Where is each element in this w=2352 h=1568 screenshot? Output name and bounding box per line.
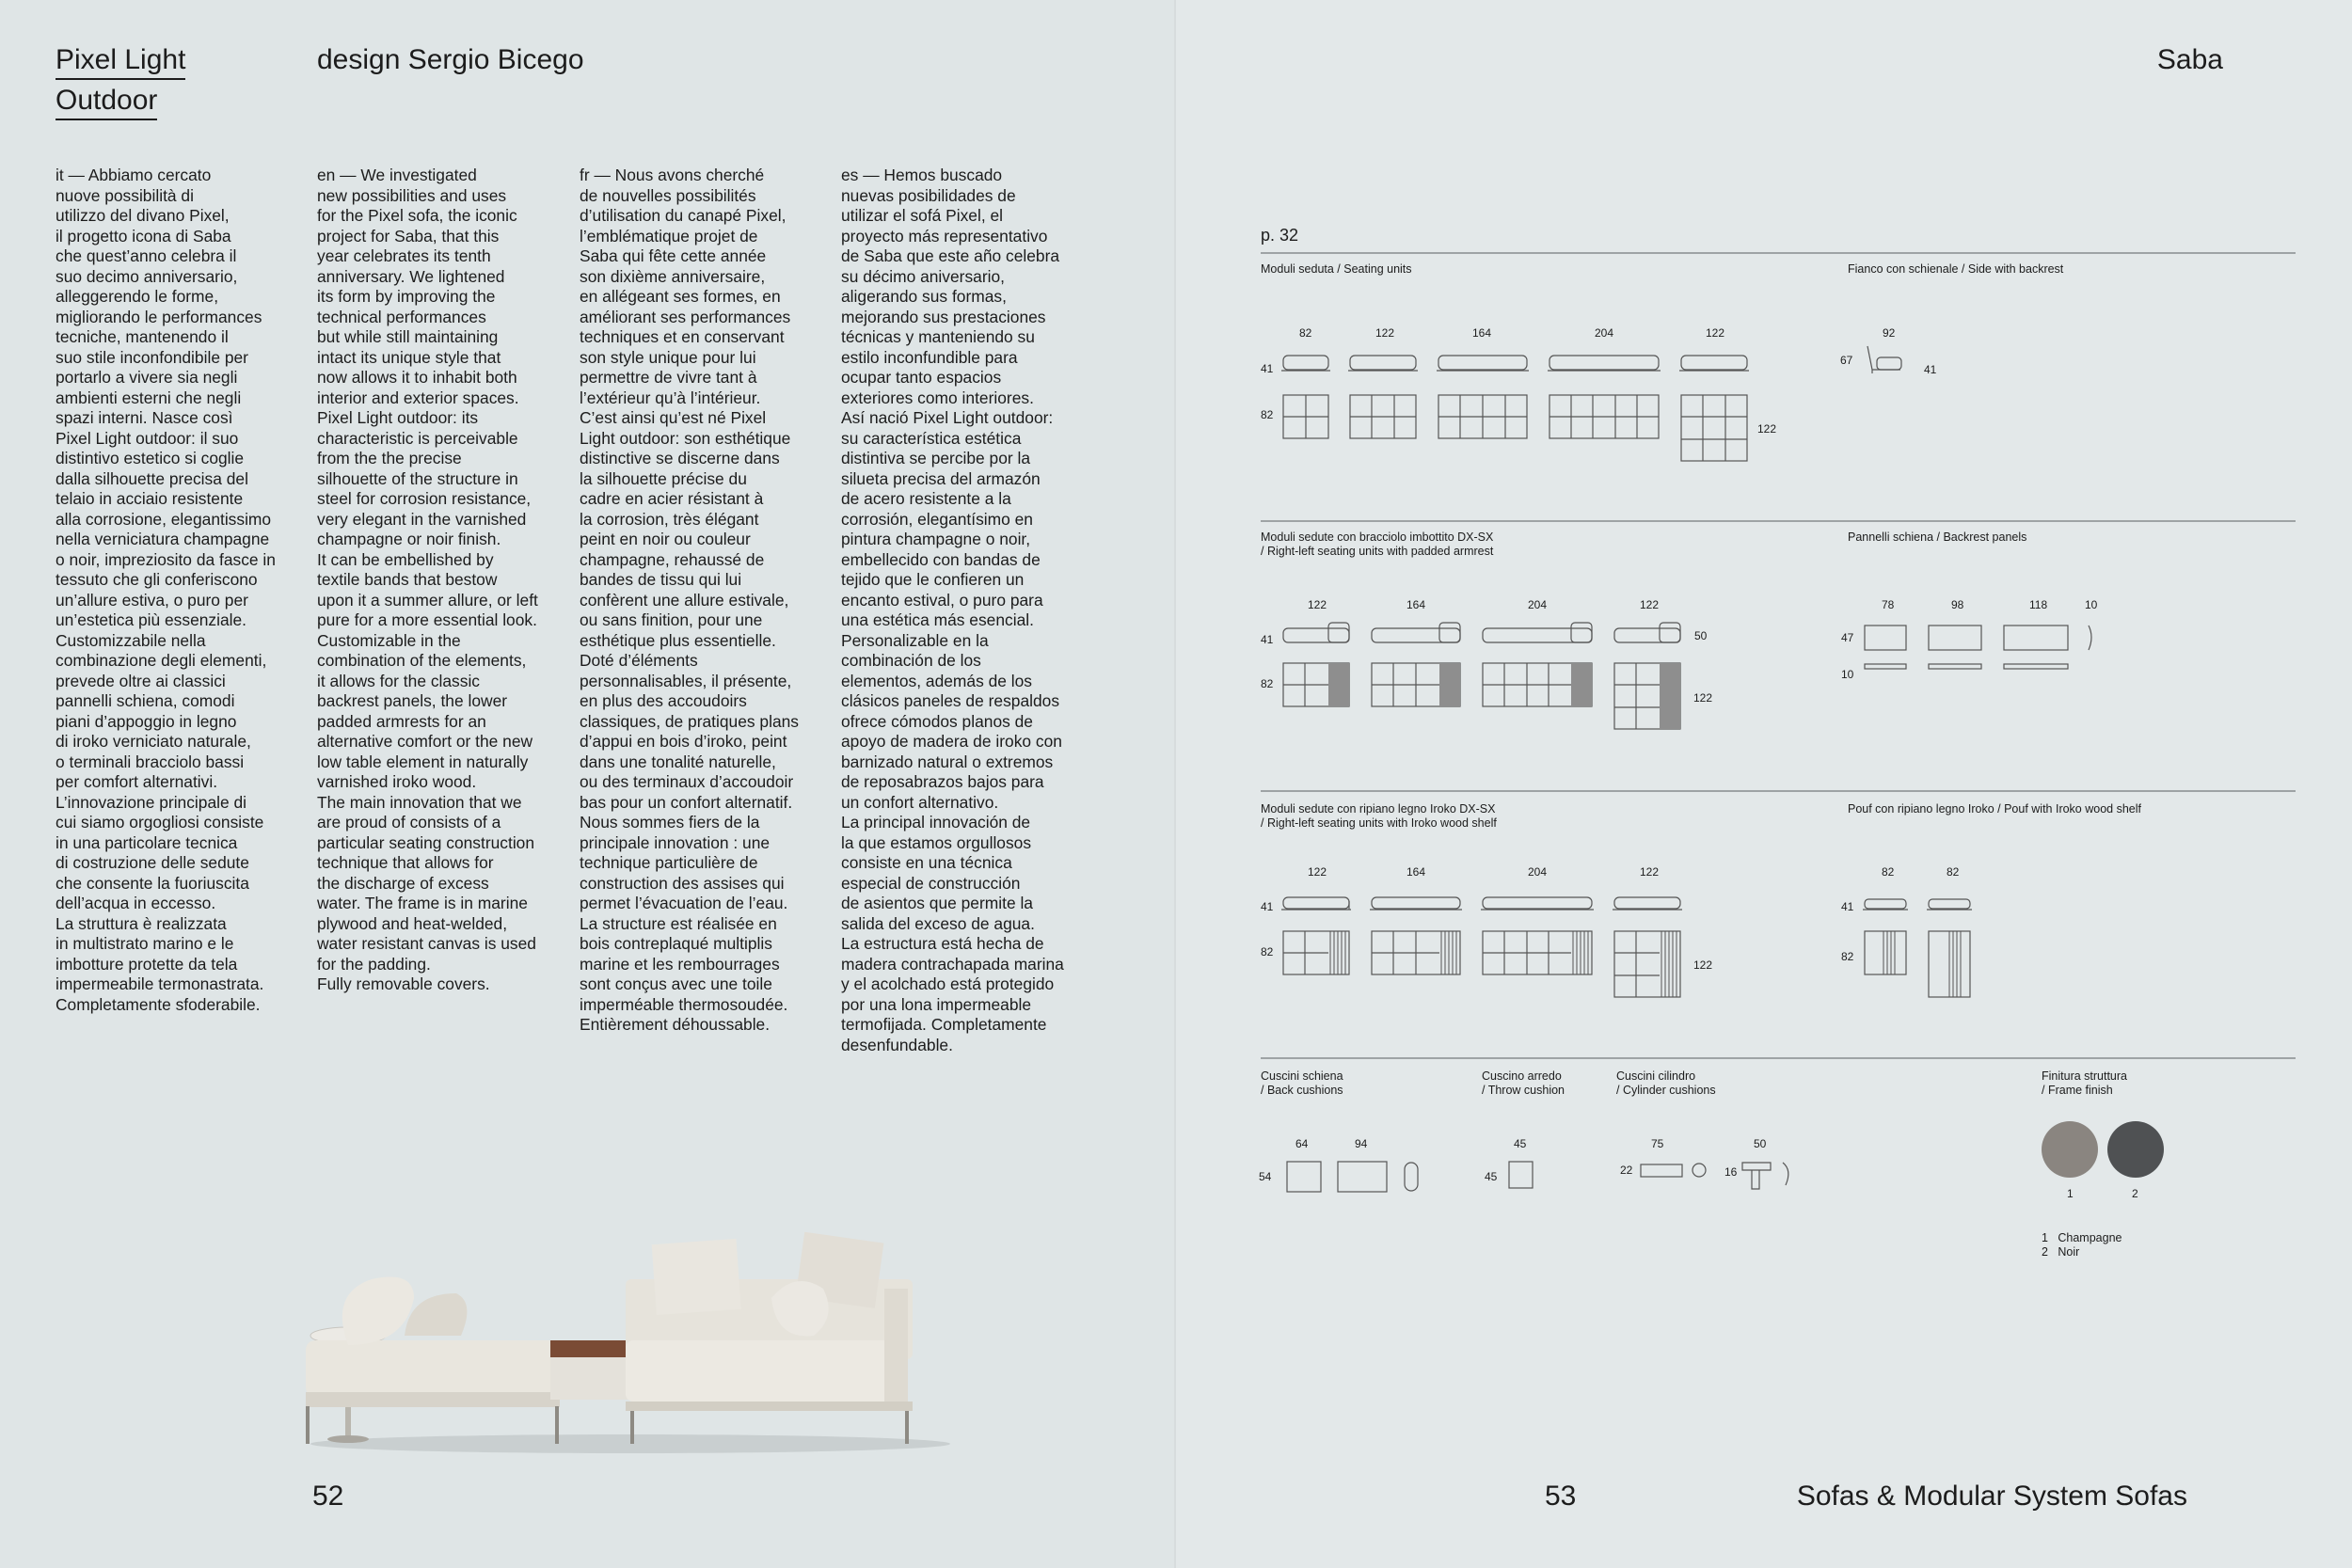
section-title: Sofas & Modular System Sofas bbox=[1796, 1481, 2187, 1512]
text-french: fr — Nous avons cherché de nouvelles possibilités d’utilisation du canapé Pixel, l’emblématique projet de Saba qui fête cette année son dixième anniversaire, en allégeant ses formes, en améliorant ses performances techniques et en conservant son style unique pour lui permettre de vivre tant à l’extérieur qu’à l’intérieur. C’est ainsi qu’est né Pixel Light outdoor: son esthétique distinctive se discerne dans la silhouette précise du cadre en acier résistant à la corrosion, très élégant peint en noir ou couleur champagne, rehaussé de bandes de tissu qui lui confèrent une allure estivale, ou sans finition, pour une esthétique plus essentielle. Doté d’éléments personnalisables, il présente, en plus des accoudoirs classiques, de pratiques plans d’appui en bois d’iroko, peint dans une tonalité naturelle, ou des terminaux d’accoudoir bas pour un confort alternatif. Nous sommes fiers de la principale innovation : une technique particulière de construction des assises qui permet l’évacuation de l’eau. La structure est réalisée en bois contreplaqué multiplis marine et les rembourrages sont conçus avec une toile imperméable thermosoudée. Entièrement déhoussable. bbox=[580, 166, 799, 1034]
dim-width: 164 bbox=[1406, 865, 1426, 879]
label-throw-cushion: Cuscino arredo / Throw cushion bbox=[1482, 1069, 1565, 1097]
dim-height: 67 bbox=[1840, 354, 1853, 367]
dim-arm-height: 50 bbox=[1694, 629, 1708, 642]
label-armrest-units: Moduli sedute con bracciolo imbottito DX-SX / Right-left seating units with padded armrest bbox=[1261, 531, 1494, 558]
dim-depth: 82 bbox=[1261, 677, 1274, 690]
dim-height: 54 bbox=[1259, 1170, 1272, 1183]
dim-width: 118 bbox=[2029, 598, 2048, 611]
dim-width: 164 bbox=[1406, 598, 1426, 611]
dim-width: 10 bbox=[2085, 598, 2098, 611]
dim-width: 204 bbox=[1528, 865, 1548, 879]
title-line-2: Outdoor bbox=[56, 83, 157, 120]
legend-num: 1 bbox=[2042, 1231, 2048, 1244]
dim-width: 94 bbox=[1355, 1137, 1368, 1150]
dim-width: 164 bbox=[1472, 326, 1492, 340]
folio-left: 52 bbox=[312, 1481, 344, 1512]
swatch-noir bbox=[2107, 1121, 2164, 1178]
legend-name: Noir bbox=[2058, 1245, 2080, 1259]
label-cylinder-cushions: Cuscini cilindro / Cylinder cushions bbox=[1616, 1069, 1716, 1097]
dim-width: 204 bbox=[1528, 598, 1548, 611]
dim-width: 45 bbox=[1514, 1137, 1527, 1150]
right-page bbox=[1176, 0, 2352, 1568]
folio-right: 53 bbox=[1545, 1481, 1577, 1512]
dim-width: 122 bbox=[1308, 598, 1327, 611]
dim-width: 122 bbox=[1375, 326, 1395, 340]
title-line-1: Pixel Light bbox=[56, 42, 185, 80]
brand-name: Saba bbox=[2156, 44, 2223, 75]
dim-width: 204 bbox=[1595, 326, 1614, 340]
dim-depth: 82 bbox=[1261, 945, 1274, 958]
dim-width: 122 bbox=[1640, 598, 1660, 611]
dim-seat: 41 bbox=[1924, 363, 1937, 376]
dim-width: 75 bbox=[1651, 1137, 1664, 1150]
section-rule bbox=[1261, 790, 2296, 792]
section-rule bbox=[1261, 1057, 2296, 1059]
dim-diameter: 22 bbox=[1620, 1164, 1633, 1177]
dim-height: 41 bbox=[1261, 900, 1274, 913]
swatch-champagne bbox=[2042, 1121, 2098, 1178]
designer-credit: design Sergio Bicego bbox=[317, 44, 584, 75]
dim-height: 41 bbox=[1261, 633, 1274, 646]
product-title bbox=[56, 40, 185, 120]
text-english: en — We investigated new possibilities and uses for the Pixel sofa, the iconic project for Saba, that this year celebrates its tenth anniversary. We lightened its form by improving the technical performances but while still maintaining intact its unique style that now allows it to inhabit both interior and exterior spaces. Pixel Light outdoor: its characteristic is perceivable from the the precise silhouette of the structure in steel for corrosion resistance, very elegant in the varnished champagne or noir finish. It can be embellished by textile bands that bestow upon it a summer allure, or left pure for a more essential look. Customizable in the combination of the elements, it allows for the classic backrest panels, the lower padded armrests for an alternative comfort or the new low table element in naturally varnished iroko wood. The main innovation that we are proud of consists of a particular seating construction technique that allows for the discharge of excess water. The frame is in marine plywood and heat-welded, water resistant canvas is used for the padding. Fully removable covers. bbox=[317, 166, 538, 993]
label-seating-units: Moduli seduta / Seating units bbox=[1261, 262, 1412, 276]
dim-height: 41 bbox=[1841, 900, 1854, 913]
section-rule bbox=[1261, 520, 2296, 522]
sofa-photo bbox=[292, 1223, 950, 1467]
dim-depth-large: 122 bbox=[1693, 691, 1713, 705]
spread-gutter bbox=[1174, 0, 1176, 1568]
dim-width: 82 bbox=[1882, 865, 1895, 879]
page-reference: p. 32 bbox=[1261, 226, 1299, 245]
dim-width: 92 bbox=[1883, 326, 1896, 340]
label-pouf-shelf: Pouf con ripiano legno Iroko / Pouf with Iroko wood shelf bbox=[1848, 802, 2141, 816]
dim-width: 122 bbox=[1706, 326, 1725, 340]
legend-name: Champagne bbox=[2058, 1231, 2122, 1244]
legend-num: 2 bbox=[2042, 1245, 2048, 1259]
label-back-cushions: Cuscini schiena / Back cushions bbox=[1261, 1069, 1343, 1097]
dim-width: 64 bbox=[1295, 1137, 1309, 1150]
dim-depth: 82 bbox=[1841, 950, 1854, 963]
dim-diameter: 16 bbox=[1724, 1165, 1738, 1179]
dim-thickness: 10 bbox=[1841, 668, 1854, 681]
dim-height: 47 bbox=[1841, 631, 1854, 644]
dim-height: 41 bbox=[1261, 362, 1274, 375]
dim-width: 122 bbox=[1308, 865, 1327, 879]
text-italian: it — Abbiamo cercato nuove possibilità di utilizzo del divano Pixel, il progetto icona di Saba che quest’anno celebra il suo decimo anniversario, alleggerendo le forme, migliorando le performances tecniche, mantenendo il suo stile inconfondibile per portarlo a vivere sia negli ambienti esterni che negli spazi interni. Nasce così Pixel Light outdoor: il suo distintivo estetico si coglie dalla silhouette precisa del telaio in acciaio resistente alla corrosione, elegantissimo nella verniciatura champagne o noir, impreziosito da fasce in tessuto che gli conferiscono un’allure estiva, o puro per un’estetica più essenziale. Customizzabile nella combinazione degli elementi, prevede oltre ai classici pannelli schiena, comodi piani d’appoggio in legno di iroko verniciato naturale, o terminali bracciolo bassi per comfort alternativi. L’innovazione principale di cui siamo orgogliosi consiste in una particolare tecnica di costruzione delle sedute che consente la fuoriuscita dell’acqua in eccesso. La struttura è realizzata in multistrato marino e le imbotture protette da tela impermeabile termonastrata. Completamente sfoderabile. bbox=[56, 166, 276, 1014]
label-shelf-units: Moduli sedute con ripiano legno Iroko DX-SX / Right-left seating units with Iroko wood shelf bbox=[1261, 802, 1497, 830]
dim-depth-large: 122 bbox=[1757, 422, 1777, 436]
dim-depth-large: 122 bbox=[1693, 958, 1713, 972]
dim-width: 82 bbox=[1947, 865, 1960, 879]
dim-width: 82 bbox=[1299, 326, 1312, 340]
dim-width: 50 bbox=[1754, 1137, 1767, 1150]
label-backrest-panels: Pannelli schiena / Backrest panels bbox=[1848, 531, 2027, 544]
dim-width: 78 bbox=[1882, 598, 1895, 611]
swatch-number: 1 bbox=[2067, 1187, 2074, 1200]
text-spanish: es — Hemos buscado nuevas posibilidades de utilizar el sofá Pixel, el proyecto más representativo de Saba que este año celebra su décimo aniversario, aligerando sus formas, mejorando sus prestaciones técnicas y manteniendo su estilo inconfundible para ocupar tanto espacios exteriores como interiores. Así nació Pixel Light outdoor: su característica estética distintiva se percibe por la silueta precisa del armazón de acero resistente a la corrosión, elegantísimo en pintura champagne o noir, embellecido con bandas de tejido que le confieren un encanto estival, o puro para una estética más esencial. Personalizable en la combinación de los elementos, además de los clásicos paneles de respaldos ofrece cómodos planos de apoyo de madera de iroko con barnizado natural o extremos de reposabrazos bajos para un confort alternativo. La principal innovación de la que estamos orgullosos consiste en una técnica especial de construcción de asientos que permite la salida del exceso de agua. La estructura está hecha de madera contrachapada marina y el acolchado está protegido por una lona impermeable termofijada. Completamente desenfundable. bbox=[841, 166, 1064, 1054]
label-side-backrest: Fianco con schienale / Side with backrest bbox=[1848, 262, 2064, 276]
dim-width: 98 bbox=[1951, 598, 1964, 611]
finish-legend bbox=[2042, 1231, 2122, 1259]
dim-depth: 82 bbox=[1261, 408, 1274, 421]
label-frame-finish: Finitura struttura / Frame finish bbox=[2042, 1069, 2128, 1097]
dim-height: 45 bbox=[1485, 1170, 1498, 1183]
swatch-number: 2 bbox=[2132, 1187, 2138, 1200]
dim-width: 122 bbox=[1640, 865, 1660, 879]
section-rule bbox=[1261, 252, 2296, 254]
